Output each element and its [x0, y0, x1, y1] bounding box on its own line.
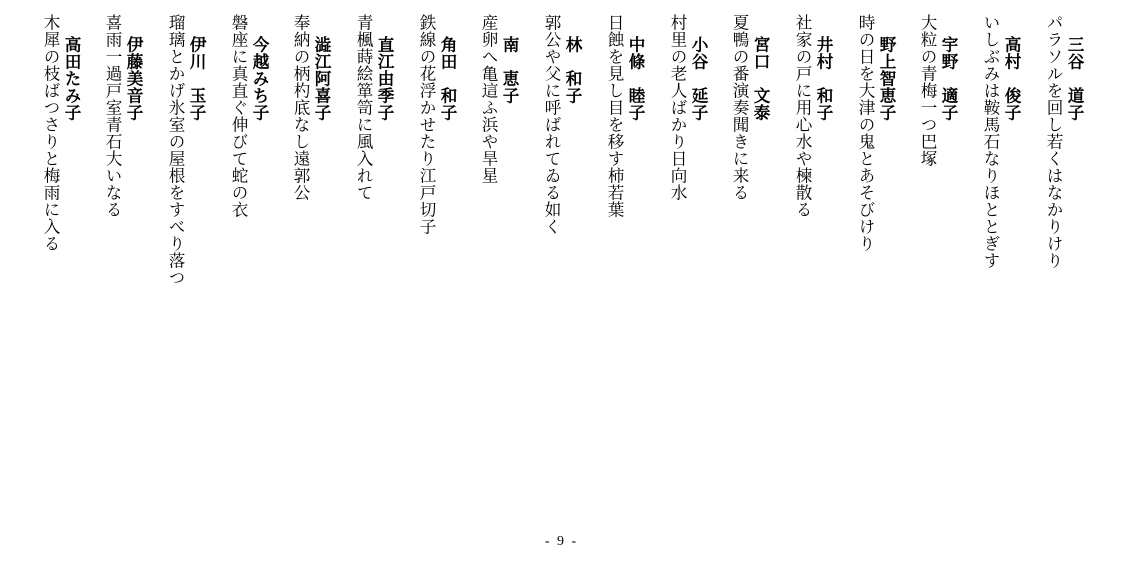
author-name: 今越みち子: [250, 36, 270, 121]
haiku-text: 青楓蒔絵箪笥に風入れて: [354, 14, 373, 201]
haiku-text: 鉄線の花浮かせたり江戸切子: [417, 14, 436, 235]
haiku-text: 木犀の枝ばつさりと梅雨に入る: [41, 14, 60, 252]
haiku-text: 大粒の青梅一つ巴塚: [918, 14, 937, 167]
author-name: 直江由季子: [375, 36, 395, 121]
haiku-text: 瑠璃とかげ氷室の屋根をすべり落つ: [166, 14, 185, 286]
haiku-text: 社家の戸に用心水や楝散る: [793, 14, 812, 218]
author-name: 林 和子: [563, 36, 583, 104]
author-name: 角田 和子: [438, 36, 458, 121]
haiku-text: 夏鴨の番演奏聞きに来る: [730, 14, 749, 201]
author-name: 小谷 延子: [689, 36, 709, 121]
haiku-text: 産卵へ亀這ふ浜や旱星: [479, 14, 498, 184]
haiku-text: 磐座に真直ぐ伸びて蛇の衣: [229, 14, 248, 218]
haiku-text: 喜雨一過戸室青石大いなる: [103, 14, 122, 218]
author-name: 宇野 適子: [939, 36, 959, 121]
haiku-text: 日蝕を見し目を移す柿若葉: [605, 14, 624, 218]
author-name: 宮口 文泰: [751, 36, 771, 121]
author-name: 澁江阿喜子: [312, 36, 332, 121]
author-name: 伊藤美音子: [124, 36, 144, 121]
author-name: 伊川 玉子: [187, 36, 207, 121]
author-name: 三谷 道子: [1065, 36, 1085, 121]
author-name: 中條 睦子: [626, 36, 646, 121]
haiku-text: いしぶみは鞍馬石なりほととぎす: [981, 14, 1000, 269]
author-name: 野上智恵子: [877, 36, 897, 121]
haiku-text: 郭公や父に呼ばれてゐる如く: [542, 14, 561, 235]
haiku-text: 村里の老人ばかり日向水: [668, 14, 687, 201]
haiku-text: パラソルを回し若くはなかりけり: [1044, 14, 1063, 269]
page-number: - 9 -: [544, 534, 579, 549]
author-name: 南 恵子: [500, 36, 520, 104]
haiku-text: 時の日を大津の鬼とあそびけり: [856, 14, 875, 252]
author-name: 高田たみ子: [62, 36, 82, 121]
haiku-text: 奉納の柄杓底なし遠郭公: [291, 14, 310, 201]
author-name: 井村 和子: [814, 36, 834, 121]
author-name: 高村 俊子: [1002, 36, 1022, 121]
